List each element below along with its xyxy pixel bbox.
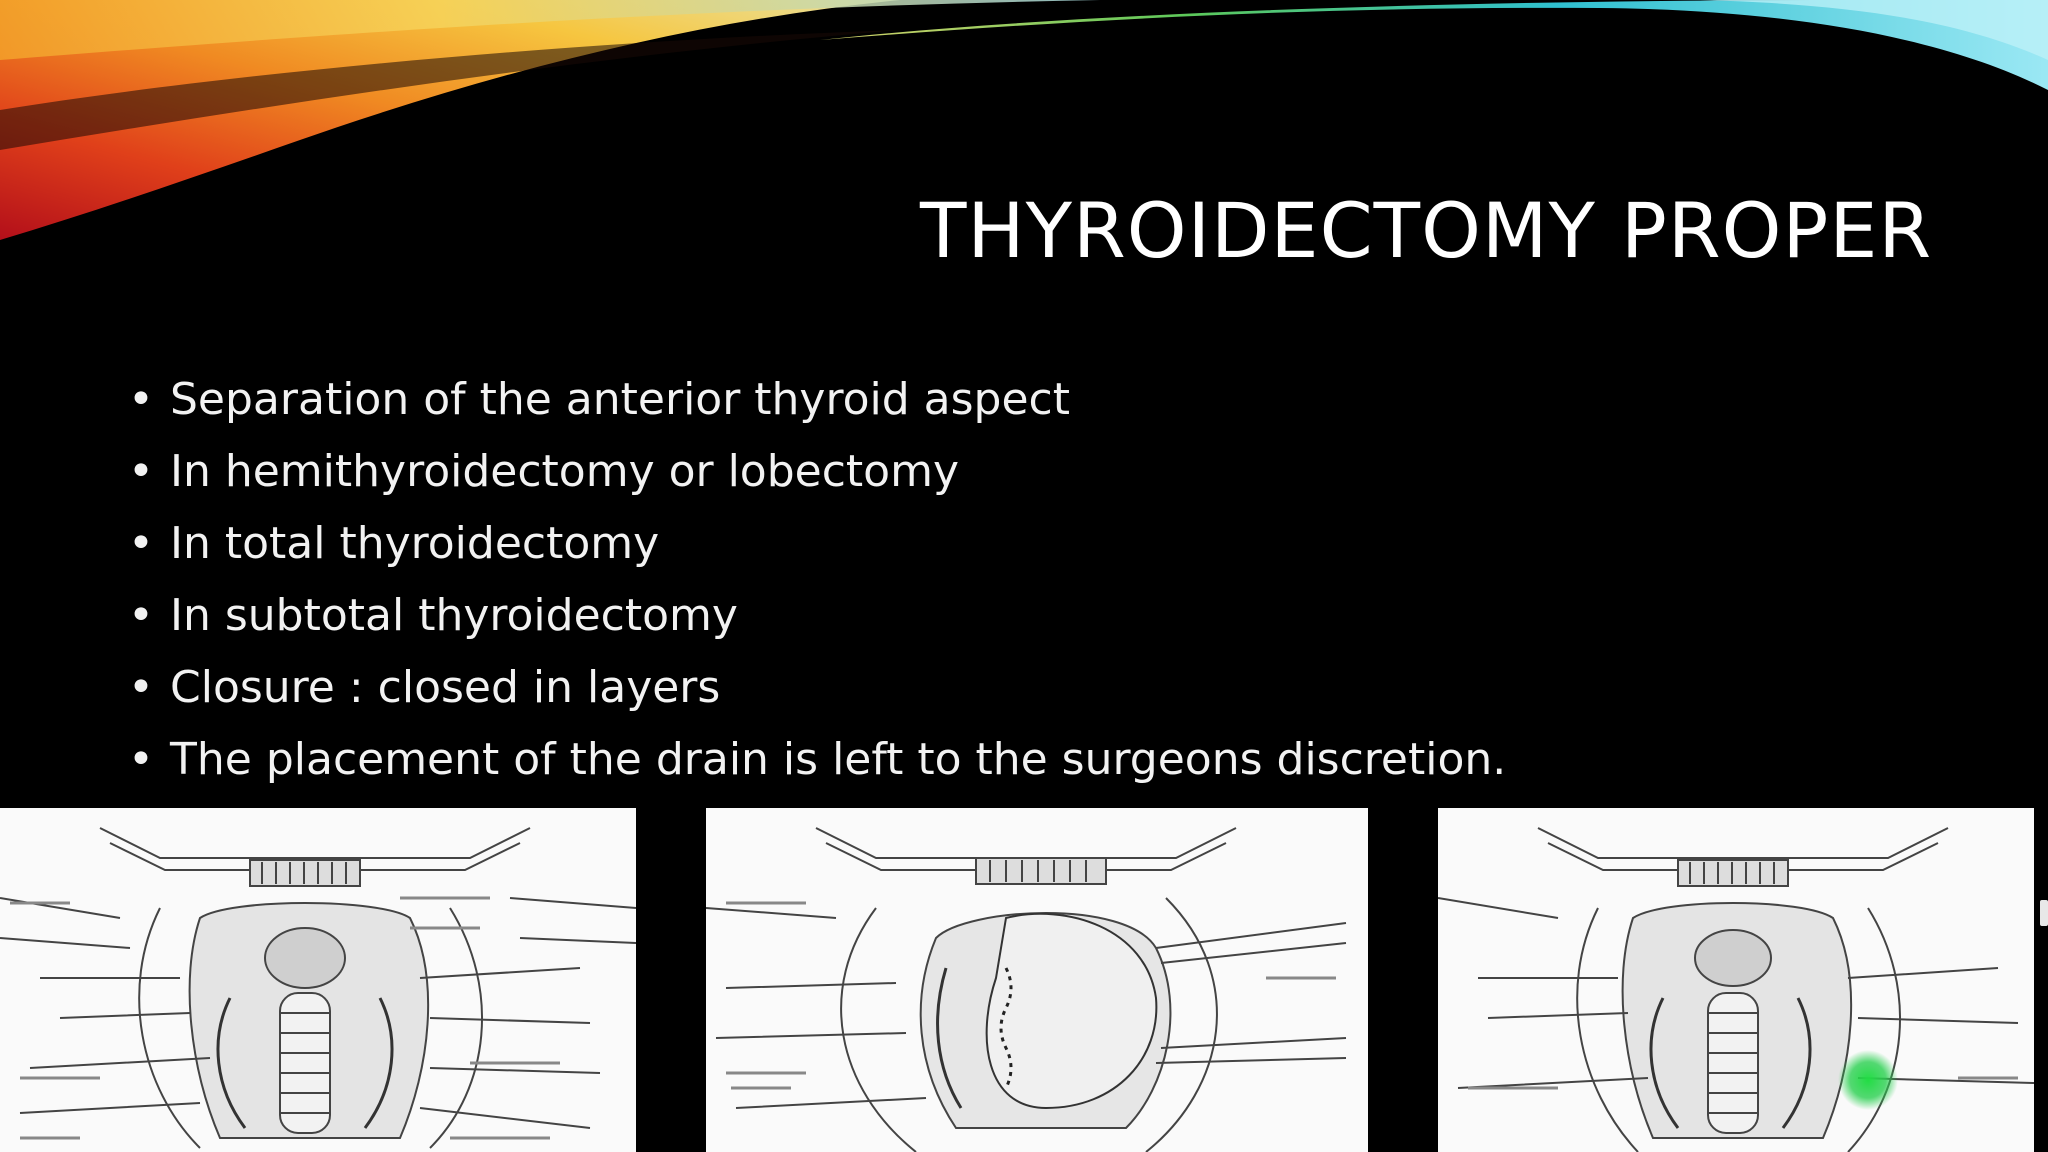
surgical-illustration-3 bbox=[1438, 808, 2034, 1152]
bullet-item bbox=[128, 436, 1928, 508]
bullet-text: In total thyroidectomy bbox=[170, 518, 660, 569]
bullet-item bbox=[128, 364, 1928, 436]
bullet-dot: • bbox=[128, 518, 154, 569]
bullet-text: The placement of the drain is left to the surgeons discretion. bbox=[170, 734, 1507, 785]
swoosh-cool-band bbox=[820, 0, 2048, 90]
bullet-item bbox=[128, 652, 1928, 724]
bullet-dot: • bbox=[128, 734, 154, 785]
slide-title: THYROIDECTOMY PROPER bbox=[920, 186, 1933, 275]
illustration-drawing bbox=[0, 808, 636, 1152]
bullet-dot: • bbox=[128, 446, 154, 497]
illustration-drawing bbox=[1438, 808, 2034, 1152]
bullet-text: Separation of the anterior thyroid aspect bbox=[170, 374, 1070, 425]
green-highlight-marker bbox=[1838, 1050, 1898, 1110]
bullet-dot: • bbox=[128, 590, 154, 641]
bullet-item bbox=[128, 580, 1928, 652]
bullet-dot: • bbox=[128, 662, 154, 713]
bullet-dot: • bbox=[128, 374, 154, 425]
bullet-item bbox=[128, 724, 1928, 796]
bullet-text: Closure : closed in layers bbox=[170, 662, 721, 713]
surgical-illustration-2 bbox=[706, 808, 1368, 1152]
bullet-list bbox=[128, 364, 1928, 796]
side-edge-handle bbox=[2040, 900, 2048, 926]
bullet-item bbox=[128, 508, 1928, 580]
illustration-drawing bbox=[706, 808, 1368, 1152]
bullet-text: In subtotal thyroidectomy bbox=[170, 590, 738, 641]
surgical-illustration-1 bbox=[0, 808, 636, 1152]
bullet-text: In hemithyroidectomy or lobectomy bbox=[170, 446, 959, 497]
